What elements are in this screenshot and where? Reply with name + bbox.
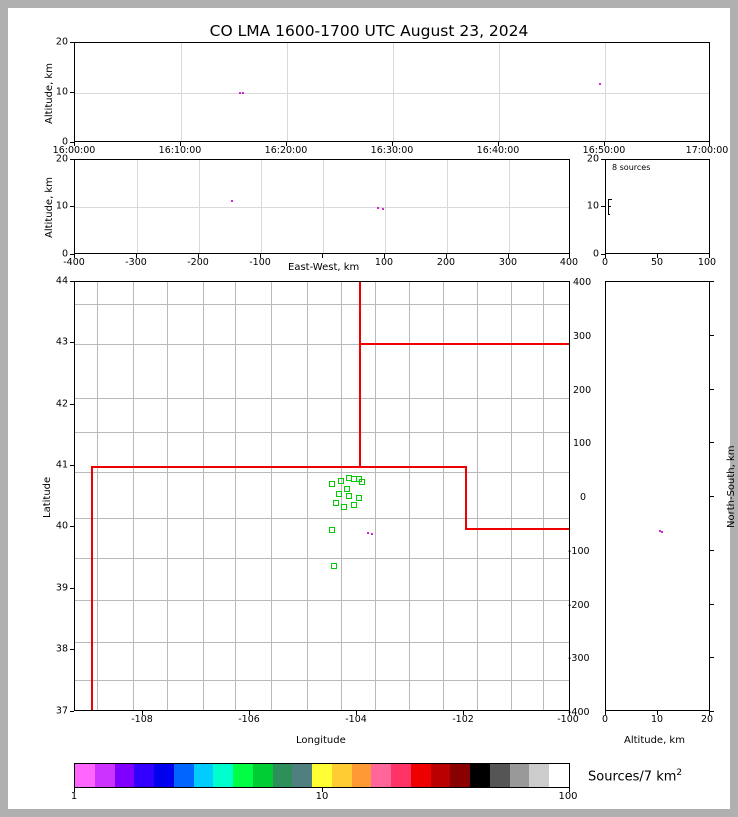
axis-title: East-West, km [288,262,360,273]
axis-tick-label: -200 [568,600,590,611]
state-border [91,710,465,711]
colorbar-swatch [292,764,312,787]
colorbar-swatch [115,764,135,787]
colorbar-swatch [154,764,174,787]
data-point [377,207,379,209]
axis-tick-label: 16:30:00 [370,145,414,156]
axis-tick-label: 38 [55,643,68,655]
axis-tick-label: 10 [650,714,664,725]
colorbar-swatch [371,764,391,787]
colorbar-swatch [450,764,470,787]
data-point [242,92,244,94]
axis-tick-label: 43 [55,336,68,348]
data-point [661,531,663,533]
axis-tick-label: 16:10:00 [158,145,202,156]
axis-tick-label: 16:50:00 [582,145,626,156]
colorbar-swatch [352,764,372,787]
colorbar-swatch [95,764,115,787]
source-cell [351,502,357,508]
colorbar-tick-label: 10 [315,791,329,802]
axis-title: Altitude, km [44,63,55,124]
state-border [359,282,361,467]
axis-tick-label: -100 [249,257,271,268]
axis-tick-label: 100 [374,257,394,268]
source-histogram-panel[interactable] [605,159,710,254]
axis-tick-label: 50 [650,257,664,268]
axis-tick-label: 0 [61,248,68,260]
source-cell [333,500,339,506]
source-cell [346,493,352,499]
data-point [367,532,369,534]
colorbar-swatch [194,764,214,787]
colorbar-swatch [312,764,332,787]
axis-tick-label: 0 [592,248,599,260]
map-plan-view-panel[interactable] [74,281,570,711]
colorbar-swatch [391,764,411,787]
source-cell [329,527,335,533]
source-cell [356,495,362,501]
axis-tick-label: -400 [568,707,590,718]
colorbar-swatch [253,764,273,787]
axis-tick-label: -108 [131,714,153,725]
ns-altitude-panel[interactable] [605,281,710,711]
colorbar-swatch [490,764,510,787]
state-border [465,466,467,530]
state-border [359,343,570,345]
axis-tick-label: -300 [568,653,590,664]
colorbar-tick-label: 100 [558,791,578,802]
axis-tick-label: 16:00:00 [52,145,96,156]
source-cell [336,491,342,497]
ew-height-panel[interactable] [74,159,570,254]
colorbar-swatch [332,764,352,787]
axis-title: Altitude, km [44,177,55,238]
colorbar-swatch [75,764,95,787]
axis-tick-label: 44 [55,275,68,287]
axis-tick-label: 16:40:00 [476,145,520,156]
colorbar-swatch [549,764,569,787]
source-cell [344,486,350,492]
source-cell [359,479,365,485]
axis-tick-label: 0 [601,257,609,268]
state-border [91,466,93,711]
axis-tick-label: 200 [436,257,456,268]
colorbar-tick-label: 1 [70,791,78,802]
colorbar-swatch [233,764,253,787]
source-cell [329,481,335,487]
state-border [91,466,93,467]
axis-tick-label: 10 [586,200,599,212]
colorbar[interactable] [74,763,570,788]
axis-tick-label: 42 [55,398,68,410]
figure-title: CO LMA 1600-1700 UTC August 23, 2024 [209,22,529,40]
axis-tick-label: -102 [452,714,474,725]
axis-tick-label: 200 [573,385,592,396]
colorbar-swatch [411,764,431,787]
axis-title: North-South, km [726,445,737,528]
data-point [239,92,241,94]
axis-tick-label: -104 [345,714,367,725]
figure-canvas [8,8,737,809]
axis-title: Altitude, km [624,735,685,746]
axis-tick-label: 100 [573,438,592,449]
state-border [465,528,570,530]
axis-tick-label: 20 [55,36,68,48]
source-count-annotation: 8 sources [612,163,651,172]
source-cell [338,478,344,484]
colorbar-swatch [174,764,194,787]
colorbar-swatch [431,764,451,787]
time-height-panel[interactable] [74,42,710,142]
axis-tick-label: 10 [55,86,68,98]
colorbar-swatch [273,764,293,787]
axis-tick-label: 0 [61,136,68,148]
axis-tick-label: 300 [498,257,518,268]
axis-tick-label: 400 [573,277,592,288]
axis-tick-label: -100 [568,546,590,557]
colorbar-swatch [213,764,233,787]
axis-tick-label: 0 [580,492,587,503]
source-cell [341,504,347,510]
axis-tick-label: 17:00:00 [685,145,729,156]
colorbar-title [588,768,682,784]
colorbar-swatch [510,764,530,787]
axis-tick-label: -300 [125,257,147,268]
axis-title: Longitude [296,735,346,746]
axis-tick-label: 300 [573,331,592,342]
axis-tick-label: 16:20:00 [264,145,308,156]
axis-tick-label: 20 [586,153,599,165]
state-border [91,466,465,468]
axis-tick-label: 20 [55,153,68,165]
axis-tick-label: -200 [187,257,209,268]
data-point [231,200,233,202]
colorbar-swatch [529,764,549,787]
axis-tick-label: 20 [700,714,714,725]
axis-tick-label: 0 [601,714,609,725]
axis-tick-label: -400 [63,257,85,268]
axis-tick-label: 40 [55,520,68,532]
source-cell [331,563,337,569]
data-point [382,208,384,210]
data-point [599,83,601,85]
axis-tick-label: -106 [238,714,260,725]
axis-title: Latitude [42,476,53,518]
data-point [371,533,373,535]
axis-tick-label: 41 [55,459,68,471]
axis-tick-label: 37 [55,705,68,717]
state-border [465,710,570,711]
colorbar-swatch [134,764,154,787]
colorbar-swatch [470,764,490,787]
axis-tick-label: 39 [55,582,68,594]
axis-tick-label: -100 [557,714,579,725]
axis-tick-label: 10 [55,200,68,212]
axis-tick-label: 100 [697,257,717,268]
colorbar-title-text: Sources/7 km [588,769,677,785]
axis-tick-label: 400 [559,257,579,268]
colorbar-title-exponent: 2 [676,768,683,778]
